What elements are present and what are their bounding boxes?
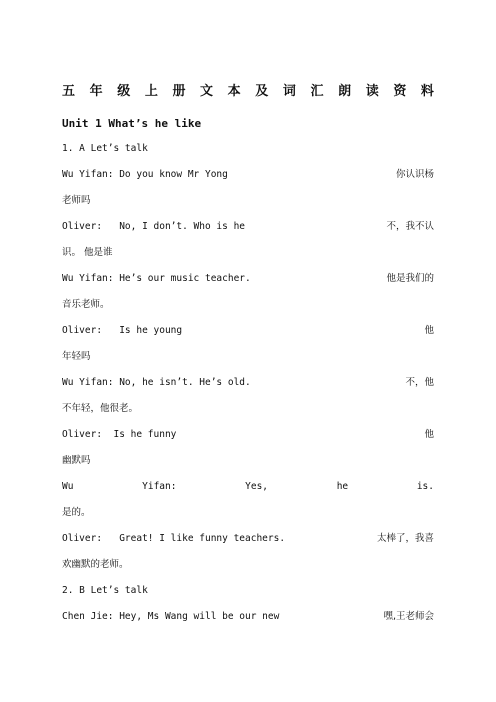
section-heading: 2. B Let’s talk: [62, 585, 148, 596]
word: is.: [416, 481, 434, 492]
title-char: 读: [365, 84, 379, 99]
english-text: Chen Jie: Hey, Ms Wang will be our new: [62, 611, 280, 622]
english-text: Oliver: No, I don’t. Who is he: [62, 221, 246, 232]
chinese-continuation: 不年轻，他很老。: [62, 403, 139, 414]
chinese-continuation: 音乐老师。: [62, 299, 110, 310]
english-text: Wu Yifan: No, he isn’t. He’s old.: [62, 377, 251, 388]
dialogue-line: [62, 532, 434, 546]
chinese-continuation: 识。 他是谁: [62, 247, 113, 258]
title-char: 级: [117, 84, 131, 99]
title-char: 年: [89, 84, 103, 99]
word: Yes,: [245, 481, 269, 492]
dialogue-line: [62, 220, 434, 234]
chinese-continuation: 老师吗: [62, 195, 91, 206]
title-char: 册: [172, 84, 186, 99]
chinese-continuation: 年轻吗: [62, 351, 91, 362]
dialogue-line: [62, 272, 434, 286]
word: Wu: [62, 481, 74, 492]
chinese-text: 他: [424, 429, 434, 440]
title-char: 资: [393, 84, 407, 99]
title-char: 词: [282, 84, 296, 99]
english-text: Oliver: Is he funny: [62, 429, 177, 440]
title-char: 五: [62, 84, 76, 99]
title-char: 文: [200, 84, 214, 99]
english-text: Oliver: Great! I like funny teachers.: [62, 533, 286, 544]
word: Yifan:: [142, 481, 177, 492]
title-char: 朗: [338, 84, 352, 99]
unit-heading: Unit 1 What’s he like: [62, 117, 202, 130]
chinese-continuation: 欢幽默的老师。: [62, 559, 129, 570]
chinese-text: 不，他: [405, 377, 434, 388]
title-char: 料: [420, 84, 434, 99]
english-text: Oliver: Is he young: [62, 325, 183, 336]
dialogue-line: [62, 168, 434, 182]
chinese-text: 你认识杨: [395, 169, 434, 180]
title-char: 本: [227, 84, 241, 99]
word: he: [336, 481, 349, 492]
title-char: 上: [144, 84, 158, 99]
dialogue-line: [62, 610, 434, 624]
english-text: Wu Yifan: He’s our music teacher.: [62, 273, 251, 284]
title-char: 及: [255, 84, 269, 99]
dialogue-line-justified: [62, 480, 434, 494]
page-title: [62, 80, 434, 100]
chinese-continuation: 幽默吗: [62, 455, 91, 466]
title-char: 汇: [310, 84, 324, 99]
chinese-text: 他是我们的: [386, 273, 434, 284]
english-text: Wu Yifan: Do you know Mr Yong: [62, 169, 228, 180]
chinese-text: 嘿,王老师会: [383, 611, 434, 622]
dialogue-line: [62, 324, 434, 338]
chinese-text: 太棒了，我喜: [376, 533, 434, 544]
chinese-text: 不，我不认: [386, 221, 434, 232]
chinese-continuation: 是的。: [62, 507, 91, 518]
dialogue-line: [62, 428, 434, 442]
chinese-text: 他: [424, 325, 434, 336]
section-heading: 1. A Let’s talk: [62, 143, 148, 154]
dialogue-line: [62, 376, 434, 390]
